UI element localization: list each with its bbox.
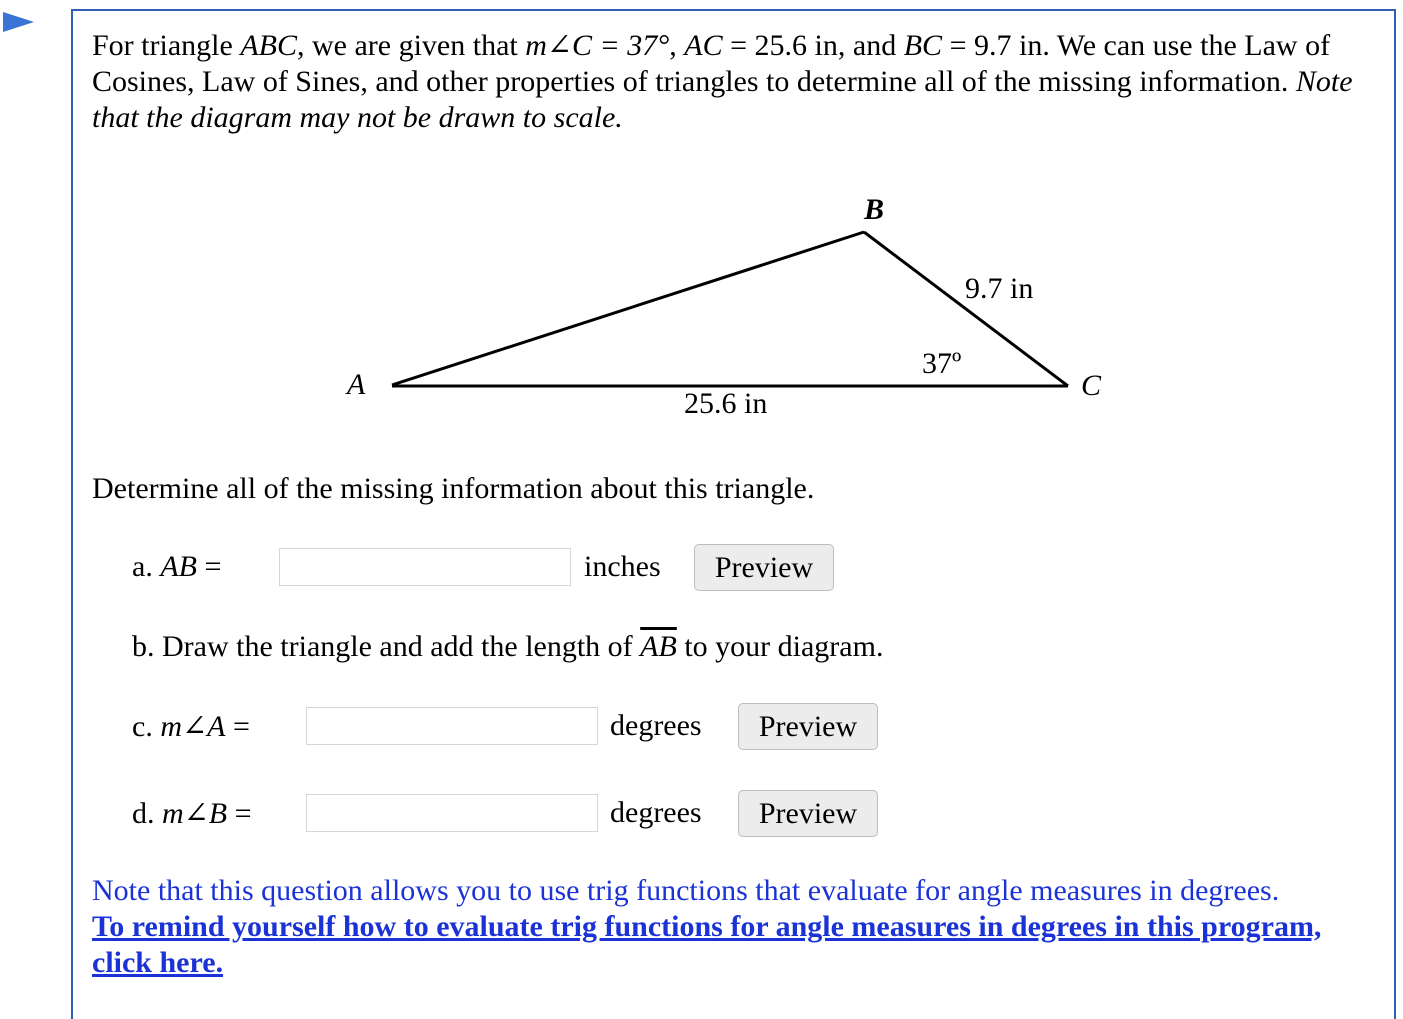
instruction: Determine all of the missing information about this triangle. [92,472,815,505]
scale-note: Note that the diagram may not be drawn to scale. [92,65,1353,134]
part-c-unit: degrees [610,709,702,742]
side-bc [864,232,1068,386]
angle-a-input[interactable] [306,707,598,745]
part-c-label: c. m∠A = [132,710,250,743]
part-d-label: d. m∠B = [132,797,252,830]
preview-button-a[interactable]: Preview [694,544,834,591]
vertex-b-label: B [864,193,885,226]
vertex-a-label: A [347,368,366,401]
trig-help-link[interactable]: To remind yourself how to evaluate trig functions for angle measures in degrees in this program, click here. [92,910,1322,979]
side-ac-label: 25.6 in [684,387,768,420]
segment-ab: $\overline{AB}$ [640,630,677,663]
preview-button-d[interactable]: Preview [738,790,878,837]
part-b-text: b. Draw the triangle and add the length of $\overline{AB}$ to your diagram. [132,630,884,663]
part-d-unit: degrees [610,796,702,829]
trig-note: Note that this question allows you to use trig functions that evaluate for angle measures in degrees. To remind yourself how to evaluate trig functions for angle measures in degrees in this program, click here. [92,874,1322,979]
part-a-label: a. AB = [132,550,222,583]
ab-input[interactable] [279,548,571,586]
part-a-unit: inches [584,550,661,583]
side-bc-label: 9.7 in [965,272,1034,305]
angle-b-input[interactable] [306,794,598,832]
side-ab [392,232,864,385]
angle-c-label: 37º [922,347,962,380]
vertex-c-label: C [1081,369,1102,402]
problem-statement: For triangle ABC, we are given that m∠C = 37°, AC = 25.6 in, and BC = 9.7 in. We can use the Law of Cosines, Law of Sines, and other properties of triangles to determine all of the missing information. Note that the diagram may not be drawn to scale. [92,29,1353,134]
preview-button-c[interactable]: Preview [738,703,878,750]
